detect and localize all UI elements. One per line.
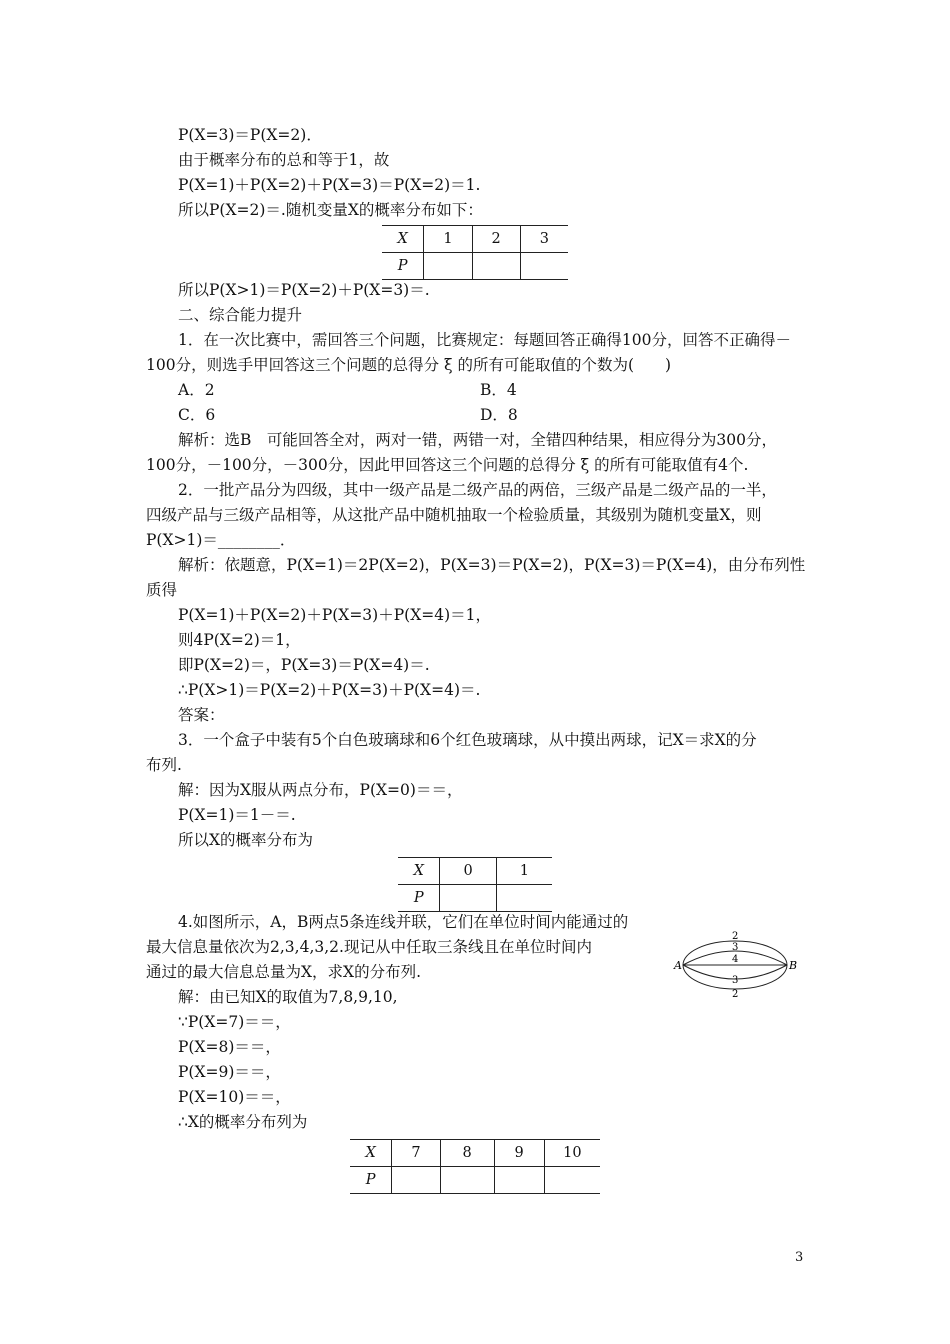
table-header-cell: P	[350, 1167, 392, 1194]
table-cell: 7	[392, 1140, 440, 1167]
text-line: 通过的最大信息总量为X，求X的分布列.	[146, 963, 421, 981]
table-cell: 0	[440, 858, 496, 885]
table-cell	[440, 885, 496, 912]
text-line: ∴P(X>1)＝P(X=2)＋P(X=3)＋P(X=4)＝.	[178, 681, 481, 699]
option-a: A．2	[178, 381, 215, 399]
text-line: 质得	[146, 581, 178, 599]
text-line: ∵P(X=7)＝＝，	[178, 1013, 291, 1031]
table-cell	[520, 253, 568, 280]
text-line: 解：因为X服从两点分布，P(X=0)＝＝，	[178, 781, 463, 799]
table-header-cell: X	[382, 226, 424, 253]
text-line: 3．一个盒子中装有5个白色玻璃球和6个红色玻璃球，从中摸出两球，记X＝求X的分	[178, 731, 757, 749]
table-header-cell: P	[398, 885, 440, 912]
label-a: A	[674, 959, 682, 972]
text-line: 即P(X=2)＝，P(X=3)＝P(X=4)＝.	[178, 656, 430, 674]
label-b: B	[789, 959, 798, 972]
text-line: 2．一批产品分为四级，其中一级产品是二级产品的两倍，三级产品是二级产品的一半，	[178, 481, 777, 499]
text-line: 4.如图所示，A，B两点5条连线并联，它们在单位时间内能通过的	[178, 913, 629, 931]
table-cell: 3	[520, 226, 568, 253]
probability-table-2	[398, 857, 552, 912]
text-line: 答案：	[178, 706, 225, 724]
wire-label: 3	[732, 975, 739, 986]
table-header-cell: P	[382, 253, 424, 280]
text-line: P(X=1)＋P(X=2)＋P(X=3)＋P(X=4)＝1，	[178, 606, 491, 624]
text-line: 100分，则选手甲回答这三个问题的总得分 ξ 的所有可能取值的个数为( )	[146, 356, 672, 374]
wire-label: 3	[732, 942, 739, 953]
option-d: D．8	[480, 406, 518, 424]
wire-label: 2	[732, 989, 739, 1000]
text-line: P(X=8)＝＝，	[178, 1038, 281, 1056]
table-header-cell: X	[398, 858, 440, 885]
text-line: ∴X的概率分布列为	[178, 1113, 308, 1131]
section-heading: 二、综合能力提升	[178, 306, 303, 324]
text-line: 解析：选B 可能回答全对，两对一错，两错一对，全错四种结果，相应得分为300分，	[178, 431, 777, 449]
text-line: 所以P(X>1)＝P(X=2)＋P(X=3)＝.	[178, 281, 430, 299]
text-line: 最大信息量依次为2,3,4,3,2.现记从中任取三条线且在单位时间内	[146, 938, 592, 956]
wire-label: 4	[732, 954, 739, 965]
text-line: P(X=1)＋P(X=2)＋P(X=3)＝P(X=2)＝1.	[178, 176, 481, 194]
table-cell	[392, 1167, 440, 1194]
table-cell	[440, 1167, 494, 1194]
table-cell: 2	[472, 226, 520, 253]
text-line: 则4P(X=2)＝1，	[178, 631, 301, 649]
option-b: B．4	[480, 381, 517, 399]
text-line: P(X=3)＝P(X=2)．	[178, 126, 322, 144]
table-cell: 8	[440, 1140, 494, 1167]
table-cell	[496, 885, 552, 912]
option-c: C．6	[178, 406, 216, 424]
text-line: 由于概率分布的总和等于1，故	[178, 151, 390, 169]
text-line: 解析：依题意，P(X=1)＝2P(X=2)，P(X=3)＝P(X=2)，P(X=3)＝P(X=4)，由分布列性	[178, 556, 806, 574]
table-cell	[424, 253, 472, 280]
text-line: P(X=10)＝＝，	[178, 1088, 291, 1106]
table-header-cell: X	[350, 1140, 392, 1167]
text-line: 四级产品与三级产品相等，从这批产品中随机抽取一个检验质量，其级别为随机变量X，则	[146, 506, 762, 524]
table-cell: 10	[544, 1140, 600, 1167]
table-cell	[494, 1167, 544, 1194]
table-cell: 9	[494, 1140, 544, 1167]
page-number: 3	[795, 1250, 804, 1265]
text-line: 解：由已知X的取值为7,8,9,10,	[178, 988, 398, 1006]
text-line: 所以P(X=2)＝.随机变量X的概率分布如下：	[178, 201, 483, 219]
text-line: 1．在一次比赛中，需回答三个问题，比赛规定：每题回答正确得100分，回答不正确得－	[178, 331, 791, 349]
probability-table-3	[350, 1139, 600, 1194]
table-cell	[472, 253, 520, 280]
wire-label: 2	[732, 931, 739, 942]
parallel-lines-figure	[673, 927, 799, 1003]
table-cell: 1	[496, 858, 552, 885]
text-line: P(X>1)＝________．	[146, 531, 296, 549]
text-line: 所以X的概率分布为	[178, 831, 314, 849]
table-cell: 1	[424, 226, 472, 253]
text-line: P(X=1)＝1－＝.	[178, 806, 296, 824]
text-line: 100分，－100分，－300分，因此甲回答这三个问题的总得分 ξ 的所有可能取值有4个.	[146, 456, 749, 474]
text-line: 布列.	[146, 756, 182, 774]
probability-table-1	[382, 225, 568, 280]
table-cell	[544, 1167, 600, 1194]
text-line: P(X=9)＝＝，	[178, 1063, 281, 1081]
